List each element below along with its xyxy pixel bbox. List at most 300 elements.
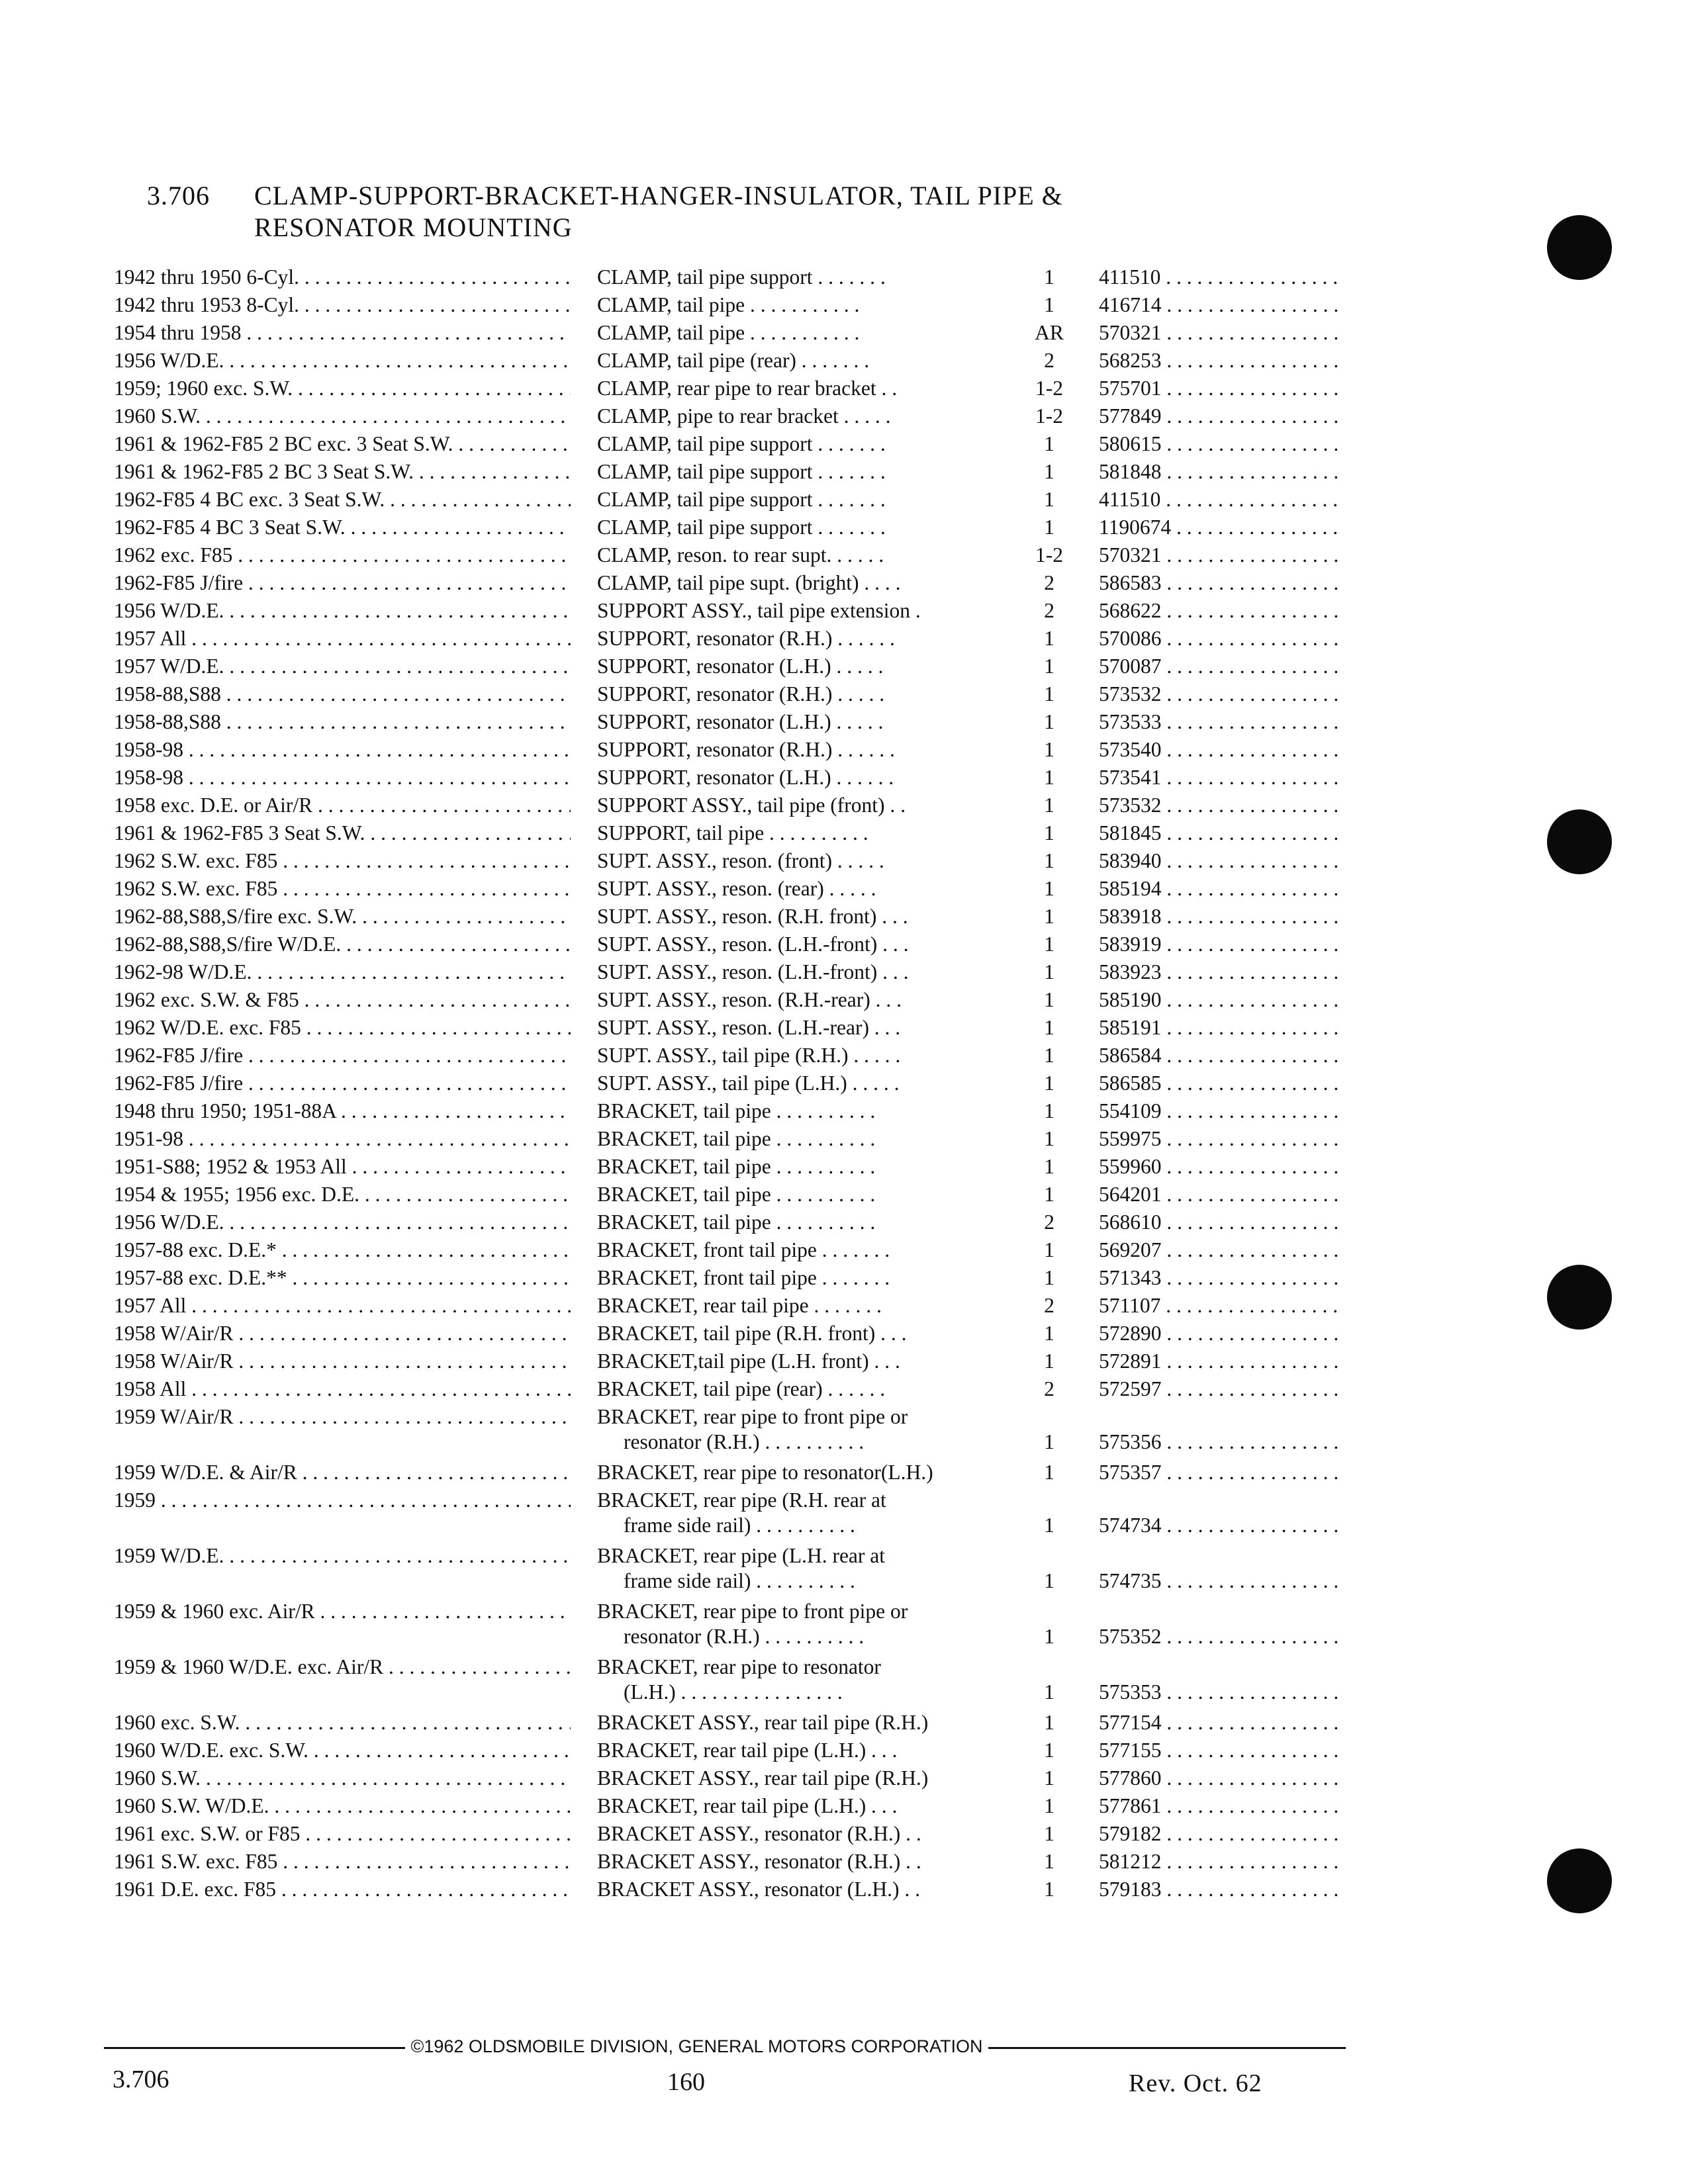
quantity-cell: 1 [1044,1349,1055,1373]
part-number: 559975 . . . [1099,1127,1344,1150]
part-number-cell [1099,682,1344,707]
model-text: 1942 thru 1953 8-Cyl. . . . [114,293,571,316]
description-cell: BRACKET, tail pipe . . . . . . . . . . [597,1183,876,1206]
description-cell: BRACKET, tail pipe (R.H. front) . . . [597,1322,907,1345]
model-cell [114,737,571,762]
quantity-cell: 1 [1044,1625,1055,1648]
description-cell: BRACKET, rear pipe to resonator(L.H.) [597,1461,933,1484]
part-number-cell [1099,459,1344,484]
model-text: 1961 & 1962-F85 3 Seat S.W. . . . [114,821,571,844]
part-number: 568622 . . . [1099,599,1344,622]
model-cell [114,487,571,512]
model-cell [114,1377,571,1402]
part-number-cell [1099,848,1344,874]
model-text: 1942 thru 1950 6-Cyl. . . . [114,265,571,289]
model-cell [114,821,571,846]
model-cell [114,570,571,596]
part-number-cell [1099,1794,1344,1819]
quantity-cell: 1 [1044,1461,1055,1484]
model-text: 1957 W/D.E. . . . [114,655,571,678]
model-text: 1962-88,S88,S/fire W/D.E. . . . [114,933,571,956]
revision-date: Rev. Oct. 62 [1129,2070,1262,2097]
model-text: 1958-88,S88 . . . [114,710,571,733]
description-cell: BRACKET, rear pipe to front pipe or [597,1405,908,1428]
part-number-cell [1099,932,1344,957]
model-text: 1962 S.W. exc. F85 . . . [114,877,571,900]
model-cell [114,1043,571,1068]
part-number: 583919 . . . [1099,933,1344,956]
quantity-cell: 1 [1044,905,1055,928]
part-number-cell [1099,1849,1344,1874]
quantity-cell: 1 [1044,1711,1055,1734]
quantity-cell: 1 [1044,738,1055,761]
description-cell: BRACKET, rear tail pipe (L.H.) . . . [597,1739,898,1762]
part-number-cell [1099,1430,1344,1455]
description-continuation: resonator (R.H.) . . . . . . . . . . [624,1430,865,1453]
quantity-cell: 1 [1044,794,1055,817]
description-cell: BRACKET, rear pipe to resonator [597,1655,881,1678]
description-cell: CLAMP, tail pipe . . . . . . . . . . . [597,293,860,316]
description-cell: SUPPORT, resonator (R.H.) . . . . . . [597,738,895,761]
part-number: 581845 . . . [1099,821,1344,844]
model-cell [114,1182,571,1207]
model-text: 1961 & 1962-F85 2 BC exc. 3 Seat S.W. . . . [114,432,571,455]
part-number: 577154 . . . [1099,1711,1344,1734]
model-text: 1961 S.W. exc. F85 . . . [114,1850,571,1873]
model-text: 1957-88 exc. D.E.* . . . [114,1238,571,1261]
model-cell [114,543,571,568]
part-number: 568253 . . . [1099,349,1344,372]
description-cell: SUPT. ASSY., tail pipe (R.H.) . . . . . [597,1044,901,1067]
part-number: 581212 . . . [1099,1850,1344,1873]
quantity-cell: 1-2 [1035,377,1063,400]
part-number: 571343 . . . [1099,1266,1344,1289]
quantity-cell: 2 [1044,1377,1055,1400]
quantity-cell: 1 [1044,460,1055,483]
part-number: 577861 . . . [1099,1794,1344,1817]
part-number-cell [1099,293,1344,318]
part-number-cell [1099,404,1344,429]
description-cell: CLAMP, tail pipe . . . . . . . . . . . [597,321,860,344]
model-cell [114,626,571,651]
model-text: 1959 . . . [114,1488,571,1512]
description-cell: CLAMP, rear pipe to rear bracket . . [597,377,898,400]
part-number: 571107 . . . [1099,1294,1344,1317]
part-number: 579182 . . . [1099,1822,1344,1845]
part-number: 585194 . . . [1099,877,1344,900]
description-continuation: resonator (R.H.) . . . . . . . . . . [624,1625,865,1648]
description-cell: SUPT. ASSY., reson. (L.H.-rear) . . . [597,1016,901,1039]
part-number-cell [1099,904,1344,929]
model-cell [114,765,571,790]
quantity-cell: 1 [1044,1739,1055,1762]
part-number: 572597 . . . [1099,1377,1344,1400]
part-number-cell [1099,1877,1344,1902]
model-cell [114,1655,571,1680]
model-text: 1962-F85 4 BC exc. 3 Seat S.W. . . . [114,488,571,511]
part-number-cell [1099,1154,1344,1179]
model-text: 1958 exc. D.E. or Air/R . . . [114,794,571,817]
model-text: 1959 W/Air/R . . . [114,1405,571,1428]
model-text: 1962 exc. S.W. & F85 . . . [114,988,571,1011]
description-cell: CLAMP, tail pipe support . . . . . . . [597,432,886,455]
quantity-cell: 1 [1044,1680,1055,1704]
part-number-cell [1099,320,1344,345]
description-cell: SUPPORT, tail pipe . . . . . . . . . . [597,821,868,844]
model-text: 1951-98 . . . [114,1127,571,1150]
part-number-cell [1099,1680,1344,1705]
quantity-cell: 1 [1044,1127,1055,1150]
quantity-cell: 1 [1044,655,1055,678]
part-number-cell [1099,543,1344,568]
part-number-cell [1099,265,1344,290]
part-number: 570086 . . . [1099,627,1344,650]
part-number: 572891 . . . [1099,1349,1344,1373]
model-cell [114,987,571,1013]
part-number: 568610 . . . [1099,1210,1344,1234]
quantity-cell: 2 [1044,1210,1055,1234]
description-cell: BRACKET ASSY., resonator (R.H.) . . [597,1822,921,1845]
model-text: 1956 W/D.E. . . . [114,349,571,372]
quantity-cell: 1 [1044,849,1055,872]
part-number-cell [1099,1015,1344,1040]
model-text: 1960 W/D.E. exc. S.W. . . . [114,1739,571,1762]
part-number-cell [1099,376,1344,401]
description-cell: BRACKET, tail pipe . . . . . . . . . . [597,1127,876,1150]
quantity-cell: 1 [1044,516,1055,539]
quantity-cell: 2 [1044,349,1055,372]
quantity-cell: 1 [1044,1322,1055,1345]
part-number-cell [1099,709,1344,735]
model-cell [114,348,571,373]
model-cell [114,404,571,429]
description-cell: SUPT. ASSY., reson. (R.H.-rear) . . . [597,988,902,1011]
description-cell: CLAMP, tail pipe support . . . . . . . [597,488,886,511]
model-text: 1958 All . . . [114,1377,571,1400]
description-cell: BRACKET, tail pipe . . . . . . . . . . [597,1210,876,1234]
quantity-cell: 1 [1044,1514,1055,1537]
description-cell: BRACKET, rear pipe (L.H. rear at [597,1544,886,1567]
quantity-cell: 1 [1044,1766,1055,1790]
model-cell [114,515,571,540]
model-text: 1962-F85 J/fire . . . [114,571,571,594]
description-cell: SUPT. ASSY., reson. (front) . . . . . [597,849,884,872]
model-cell [114,1126,571,1152]
quantity-cell: 1 [1044,1238,1055,1261]
part-number: 577155 . . . [1099,1739,1344,1762]
model-cell [114,1349,571,1374]
part-number: 570087 . . . [1099,655,1344,678]
footer-section-number: 3.706 [113,2066,169,2093]
model-text: 1959 W/D.E. & Air/R . . . [114,1461,571,1484]
description-cell: SUPT. ASSY., reson. (L.H.-front) . . . [597,933,909,956]
part-number: 569207 . . . [1099,1238,1344,1261]
part-number-cell [1099,1265,1344,1291]
part-number: 575701 . . . [1099,377,1344,400]
description-cell: BRACKET, tail pipe (rear) . . . . . . [597,1377,886,1400]
quantity-cell: 1 [1044,265,1055,289]
model-text: 1962-88,S88,S/fire exc. S.W. . . . [114,905,571,928]
description-cell: BRACKET, tail pipe . . . . . . . . . . [597,1155,876,1178]
description-cell: SUPPORT, resonator (L.H.) . . . . . [597,710,884,733]
part-number-cell [1099,1043,1344,1068]
part-number-cell [1099,1710,1344,1735]
description-cell: BRACKET, rear pipe to front pipe or [597,1600,908,1623]
model-cell [114,598,571,623]
part-number: 573533 . . . [1099,710,1344,733]
part-number: 575356 . . . [1099,1430,1344,1453]
model-cell [114,1293,571,1318]
model-text: 1956 W/D.E. . . . [114,1210,571,1234]
model-cell [114,320,571,345]
part-number-cell [1099,654,1344,679]
part-number-cell [1099,821,1344,846]
model-text: 1962-F85 4 BC 3 Seat S.W. . . . [114,516,571,539]
model-cell [114,1015,571,1040]
quantity-cell: 1 [1044,766,1055,789]
description-cell: CLAMP, tail pipe support . . . . . . . [597,460,886,483]
description-cell: SUPPORT, resonator (L.H.) . . . . . [597,655,884,678]
part-number: 564201 . . . [1099,1183,1344,1206]
part-number: 586584 . . . [1099,1044,1344,1067]
description-cell: BRACKET, rear tail pipe (L.H.) . . . [597,1794,898,1817]
model-text: 1957-88 exc. D.E.** . . . [114,1266,571,1289]
quantity-cell: 1 [1044,627,1055,650]
model-text: 1962-F85 J/fire . . . [114,1071,571,1095]
quantity-cell: 1 [1044,1794,1055,1817]
copyright-notice: ©1962 OLDSMOBILE DIVISION, GENERAL MOTORS CORPORATION [410,2036,983,2056]
model-text: 1957 All . . . [114,1294,571,1317]
model-text: 1958 W/Air/R . . . [114,1349,571,1373]
page-number: 160 [667,2068,705,2096]
part-number: 586583 . . . [1099,571,1344,594]
quantity-cell: 1 [1044,821,1055,844]
part-number-cell [1099,1349,1344,1374]
description-cell: BRACKET ASSY., resonator (R.H.) . . [597,1850,921,1873]
quantity-cell: 2 [1044,1294,1055,1317]
description-cell: BRACKET ASSY., rear tail pipe (R.H.) [597,1711,929,1734]
quantity-cell: 1 [1044,1569,1055,1592]
model-cell [114,1738,571,1763]
quantity-cell: 1 [1044,1183,1055,1206]
description-cell: SUPPORT, resonator (R.H.) . . . . . [597,682,885,705]
part-number: 586585 . . . [1099,1071,1344,1095]
quantity-cell: 1-2 [1035,404,1063,428]
model-text: 1960 S.W. . . . [114,404,571,428]
part-number: 577860 . . . [1099,1766,1344,1790]
model-text: 1958 W/Air/R . . . [114,1322,571,1345]
part-number-cell [1099,1071,1344,1096]
model-cell [114,1265,571,1291]
model-text: 1960 exc. S.W. . . . [114,1711,571,1734]
model-text: 1962 W/D.E. exc. F85 . . . [114,1016,571,1039]
model-text: 1954 thru 1958 . . . [114,321,571,344]
quantity-cell: 1 [1044,682,1055,705]
quantity-cell: 1-2 [1035,543,1063,567]
part-number-cell [1099,1321,1344,1346]
part-number: 585190 . . . [1099,988,1344,1011]
part-number-cell [1099,598,1344,623]
model-cell [114,1877,571,1902]
part-number: 573532 . . . [1099,794,1344,817]
part-number-cell [1099,348,1344,373]
model-cell [114,1766,571,1791]
part-number-cell [1099,876,1344,901]
model-cell [114,293,571,318]
description-cell: CLAMP, tail pipe support . . . . . . . [597,516,886,539]
part-number-cell [1099,1099,1344,1124]
part-number-cell [1099,987,1344,1013]
part-number-cell [1099,570,1344,596]
model-cell [114,1154,571,1179]
description-cell: SUPPORT ASSY., tail pipe extension . [597,599,921,622]
model-cell [114,709,571,735]
model-cell [114,459,571,484]
description-cell: CLAMP, tail pipe supt. (bright) . . . . [597,571,901,594]
quantity-cell: 1 [1044,1266,1055,1289]
quantity-cell: 1 [1044,988,1055,1011]
part-number: 577849 . . . [1099,404,1344,428]
part-number: 573541 . . . [1099,766,1344,789]
quantity-cell: 2 [1044,571,1055,594]
part-number: 575352 . . . [1099,1625,1344,1648]
part-number-cell [1099,793,1344,818]
description-cell: SUPT. ASSY., reson. (rear) . . . . . [597,877,876,900]
part-number: 570321 . . . [1099,321,1344,344]
model-cell [114,876,571,901]
footer-rule-left [104,2047,405,2049]
quantity-cell: 1 [1044,1044,1055,1067]
description-cell: SUPT. ASSY., tail pipe (L.H.) . . . . . [597,1071,900,1095]
model-cell [114,848,571,874]
model-cell [114,1238,571,1263]
part-number-cell [1099,737,1344,762]
part-number: 570321 . . . [1099,543,1344,567]
description-cell: BRACKET,tail pipe (L.H. front) . . . [597,1349,900,1373]
quantity-cell: 1 [1044,1099,1055,1122]
quantity-cell: 1 [1044,933,1055,956]
quantity-cell: 1 [1044,488,1055,511]
quantity-cell: 1 [1044,960,1055,983]
section-number: 3.706 [147,181,210,210]
part-number-cell [1099,765,1344,790]
description-continuation: (L.H.) . . . . . . . . . . . . . . . . [624,1680,843,1704]
description-cell: BRACKET, front tail pipe . . . . . . . [597,1238,890,1261]
part-number-cell [1099,1377,1344,1402]
part-number: 411510 . . . [1099,265,1344,289]
model-text: 1954 & 1955; 1956 exc. D.E. . . . [114,1183,571,1206]
part-number-cell [1099,515,1344,540]
part-number: 1190674 . . . [1099,516,1344,539]
title-line-2: RESONATOR MOUNTING [254,212,573,242]
model-cell [114,793,571,818]
description-continuation: frame side rail) . . . . . . . . . . [624,1514,855,1537]
part-number-cell [1099,1238,1344,1263]
quantity-cell: 1 [1044,1430,1055,1453]
quantity-cell: 1 [1044,1822,1055,1845]
quantity-cell: 1 [1044,1155,1055,1178]
model-cell [114,265,571,290]
model-text: 1956 W/D.E. . . . [114,599,571,622]
part-number: 559960 . . . [1099,1155,1344,1178]
part-number: 583918 . . . [1099,905,1344,928]
part-number-cell [1099,1513,1344,1538]
part-number-cell [1099,1569,1344,1594]
description-cell: BRACKET, front tail pipe . . . . . . . [597,1266,890,1289]
quantity-cell: AR [1035,321,1064,344]
model-text: 1958-88,S88 . . . [114,682,571,705]
description-cell: BRACKET ASSY., rear tail pipe (R.H.) [597,1766,929,1790]
model-cell [114,1599,571,1624]
model-text: 1961 exc. S.W. or F85 . . . [114,1822,571,1845]
part-number: 575357 . . . [1099,1461,1344,1484]
model-cell [114,682,571,707]
part-number-cell [1099,1182,1344,1207]
model-text: 1959 & 1960 W/D.E. exc. Air/R . . . [114,1655,571,1678]
part-number: 554109 . . . [1099,1099,1344,1122]
model-text: 1962 exc. F85 . . . [114,543,571,567]
part-number: 581848 . . . [1099,460,1344,483]
part-number: 583940 . . . [1099,849,1344,872]
quantity-cell: 1 [1044,1071,1055,1095]
model-cell [114,960,571,985]
model-cell [114,1404,571,1430]
model-text: 1960 S.W. W/D.E. . . . [114,1794,571,1817]
description-cell: SUPPORT ASSY., tail pipe (front) . . [597,794,906,817]
part-number-cell [1099,1126,1344,1152]
description-cell: SUPPORT, resonator (R.H.) . . . . . . [597,627,895,650]
model-cell [114,376,571,401]
part-number: 579183 . . . [1099,1878,1344,1901]
model-text: 1957 All . . . [114,627,571,650]
model-cell [114,1710,571,1735]
model-text: 1948 thru 1950; 1951-88A . . . [114,1099,571,1122]
model-cell [114,1099,571,1124]
part-number-cell [1099,1460,1344,1485]
model-cell [114,1794,571,1819]
description-cell: BRACKET, rear tail pipe . . . . . . . [597,1294,882,1317]
part-number-cell [1099,1738,1344,1763]
description-cell: CLAMP, pipe to rear bracket . . . . . [597,404,891,428]
model-cell [114,432,571,457]
part-number-cell [1099,1293,1344,1318]
part-number: 572890 . . . [1099,1322,1344,1345]
model-text: 1951-S88; 1952 & 1953 All . . . [114,1155,571,1178]
model-cell [114,904,571,929]
description-cell: BRACKET, rear pipe (R.H. rear at [597,1488,886,1512]
part-number-cell [1099,1766,1344,1791]
model-cell [114,1210,571,1235]
part-number-cell [1099,432,1344,457]
description-cell: SUPT. ASSY., reson. (L.H.-front) . . . [597,960,909,983]
model-text: 1961 & 1962-F85 2 BC 3 Seat S.W. . . . [114,460,571,483]
part-number-cell [1099,960,1344,985]
quantity-cell: 1 [1044,293,1055,316]
part-number: 573532 . . . [1099,682,1344,705]
footer-rule-right [988,2047,1346,2049]
part-number: 416714 . . . [1099,293,1344,316]
quantity-cell: 1 [1044,1850,1055,1873]
description-cell: CLAMP, tail pipe support . . . . . . . [597,265,886,289]
quantity-cell: 1 [1044,710,1055,733]
model-text: 1959 W/D.E. . . . [114,1544,571,1567]
description-cell: CLAMP, reson. to rear supt. . . . . . [597,543,884,567]
model-cell [114,1849,571,1874]
model-text: 1962 S.W. exc. F85 . . . [114,849,571,872]
part-number: 574734 . . . [1099,1514,1344,1537]
model-text: 1962-98 W/D.E. . . . [114,960,571,983]
part-number-cell [1099,1210,1344,1235]
